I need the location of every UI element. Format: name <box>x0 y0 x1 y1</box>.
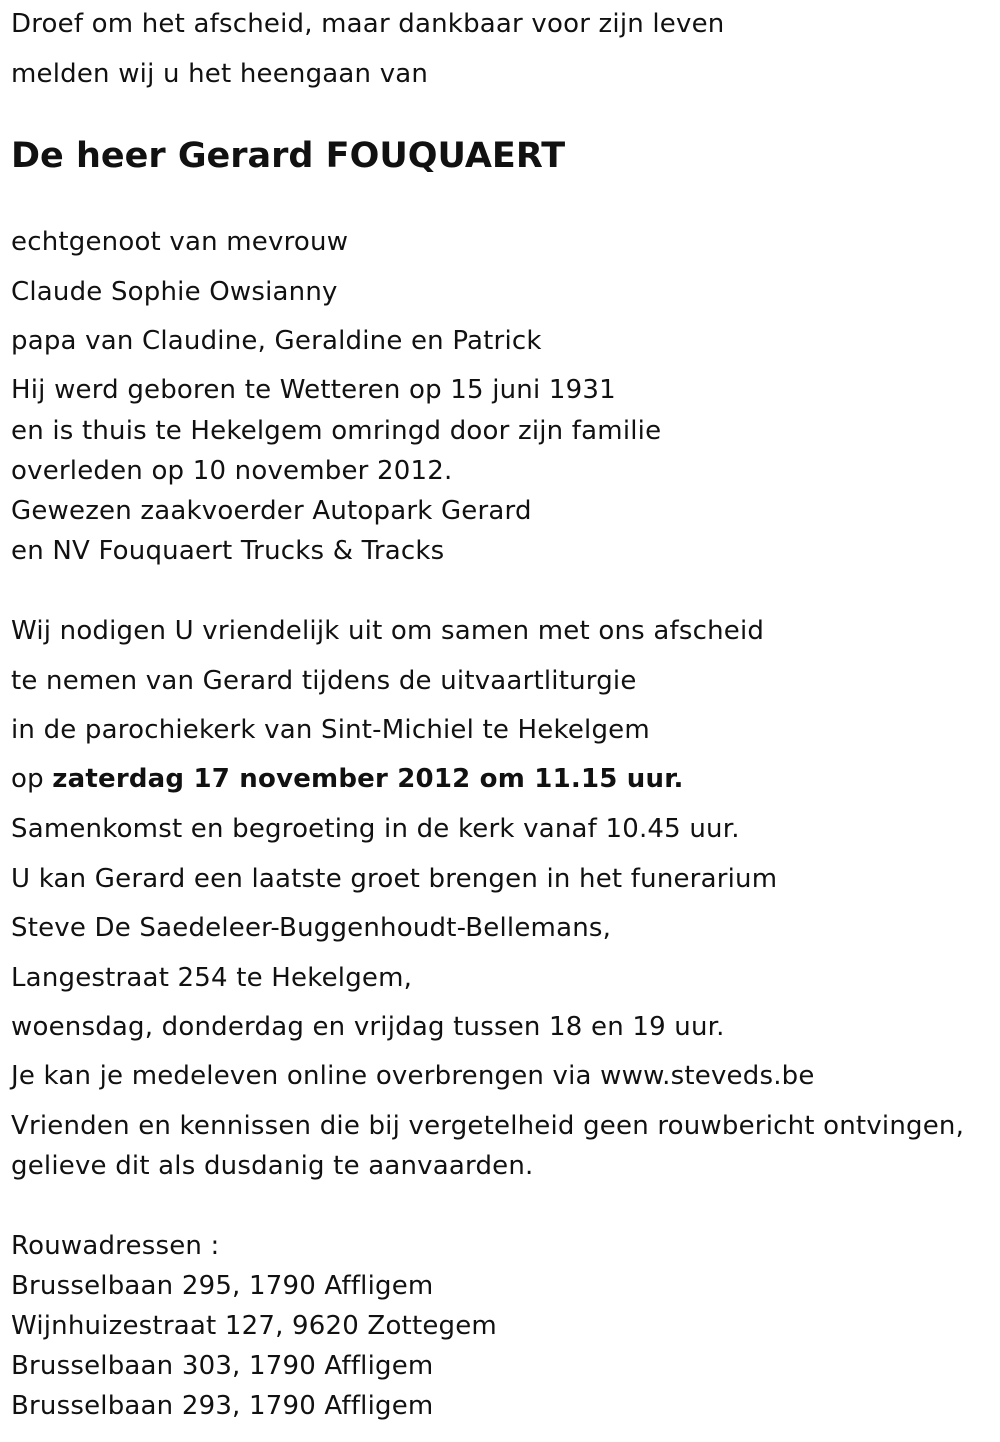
funeral-home-name: Steve De Saedeleer-Buggenhoudt-Bellemans, <box>11 913 612 943</box>
bio-born: Hij werd geboren te Wetteren op 15 juni 1931 <box>11 375 616 405</box>
notice-line-2: gelieve dit als dusdanig te aanvaarden. <box>11 1151 534 1181</box>
deceased-name: De heer Gerard FOUQUAERT <box>11 136 566 176</box>
viewing-hours: woensdag, donderdag en vrijdag tussen 18 en 19 uur. <box>11 1012 725 1042</box>
funeral-date-line <box>11 759 684 799</box>
notice-line-1: Vrienden en kennissen die bij vergetelheid geen rouwbericht ontvingen, <box>11 1111 965 1141</box>
address-item: Brusselbaan 293, 1790 Affligem <box>11 1391 434 1421</box>
gathering-line: Samenkomst en begroeting in de kerk vanaf 10.45 uur. <box>11 814 740 844</box>
intro-line-1: Droef om het afscheid, maar dankbaar voor zijn leven <box>11 9 725 39</box>
viewing-line-1: U kan Gerard een laatste groet brengen in het funerarium <box>11 864 778 894</box>
address-item: Brusselbaan 303, 1790 Affligem <box>11 1351 434 1381</box>
bio-career-1: Gewezen zaakvoerder Autopark Gerard <box>11 496 532 526</box>
intro-line-2: melden wij u het heengaan van <box>11 59 429 89</box>
children-line: papa van Claudine, Geraldine en Patrick <box>11 326 542 356</box>
bio-career-2: en NV Fouquaert Trucks & Tracks <box>11 536 445 566</box>
invite-line-2: te nemen van Gerard tijdens de uitvaartliturgie <box>11 666 637 696</box>
spouse-name: Claude Sophie Owsianny <box>11 277 338 307</box>
address-item: Brusselbaan 295, 1790 Affligem <box>11 1271 434 1301</box>
funeral-home-address: Langestraat 254 te Hekelgem, <box>11 963 413 993</box>
bio-died-date: overleden op 10 november 2012. <box>11 456 453 486</box>
addresses-heading: Rouwadressen : <box>11 1231 220 1261</box>
online-condolences: Je kan je medeleven online overbrengen via www.steveds.be <box>11 1061 815 1091</box>
address-item: Wijnhuizestraat 127, 9620 Zottegem <box>11 1311 497 1341</box>
funeral-date: zaterdag 17 november 2012 om 11.15 uur. <box>52 764 684 794</box>
invite-line-1: Wij nodigen U vriendelijk uit om samen met ons afscheid <box>11 616 765 646</box>
bio-died-place: en is thuis te Hekelgem omringd door zijn familie <box>11 416 662 446</box>
spouse-intro: echtgenoot van mevrouw <box>11 227 349 257</box>
funeral-date-prefix: op <box>11 764 53 794</box>
church-line: in de parochiekerk van Sint-Michiel te Hekelgem <box>11 715 650 745</box>
